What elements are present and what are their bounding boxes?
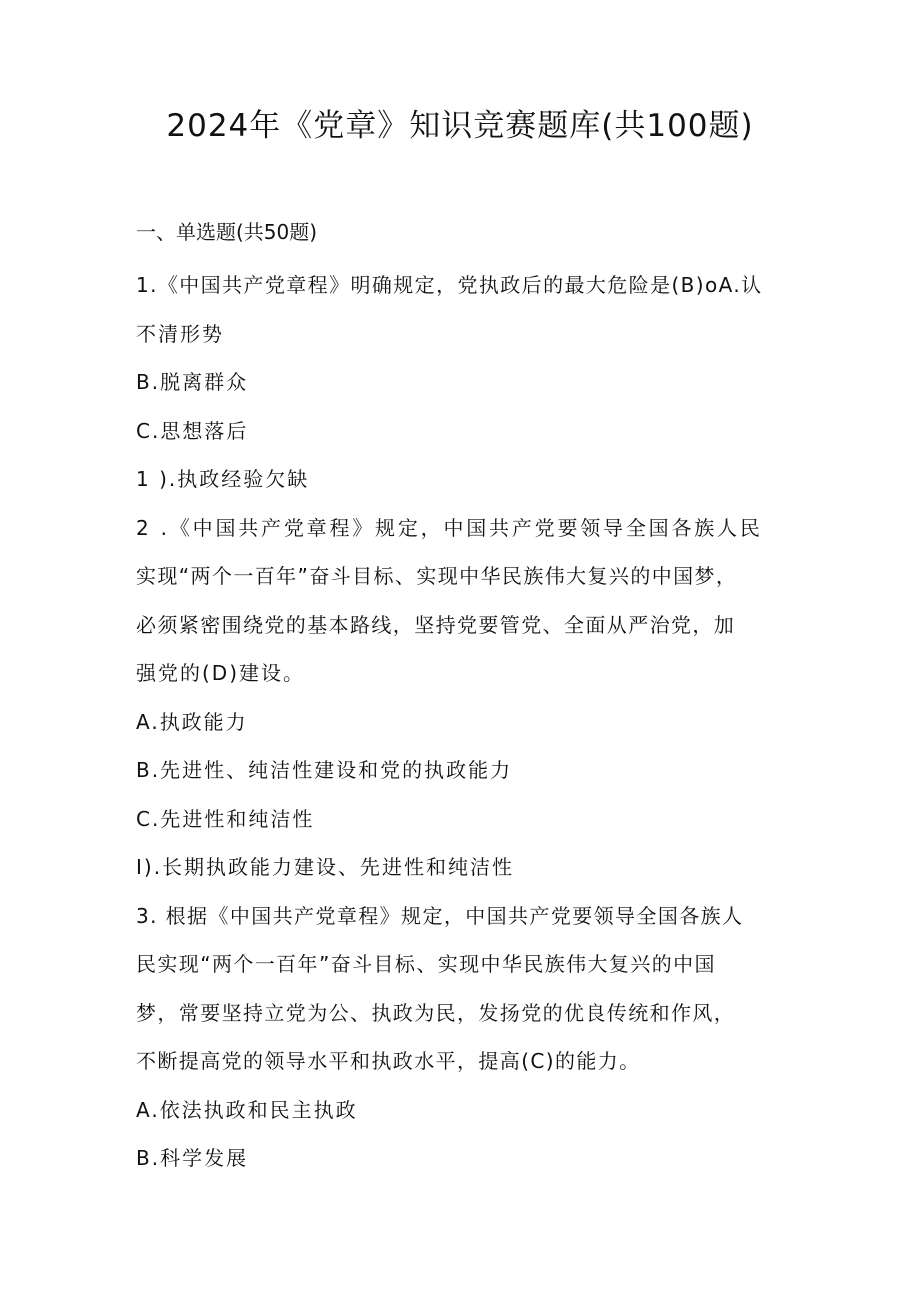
section-heading: 一、单选题(共50题): [136, 220, 318, 244]
text-line: A.执政能力: [136, 709, 248, 734]
text-line: 不清形势: [136, 321, 224, 346]
text-line: B.先进性、纯洁性建设和党的执政能力: [136, 758, 513, 782]
text-line: 梦，常要坚持立党为公、执政为民，发扬党的优良传统和作风，: [136, 1000, 736, 1025]
text-line: 实现“两个一百年”奋斗目标、实现中华民族伟大复兴的中国梦，: [136, 564, 738, 588]
document-title: 2024年《党章》知识竞赛题库(共100题): [166, 108, 754, 144]
text-line: 强党的(D)建设。: [136, 661, 306, 685]
text-line: C.思想落后: [136, 418, 249, 443]
text-line: 必须紧密围绕党的基本路线，坚持党要管党、全面从严治党，加: [136, 612, 736, 637]
question-body: [136, 261, 786, 1183]
text-line: A.依法执政和民主执政: [136, 1097, 358, 1122]
text-line: B.脱离群众: [136, 370, 249, 394]
text-line: 3. 根据《中国共产党章程》规定，中国共产党要领导全国各族人: [136, 903, 744, 928]
text-line: 民实现“两个一百年”奋斗目标、实现中华民族伟大复兴的中国: [136, 952, 716, 976]
text-line: 1 ).执政经验欠缺: [136, 467, 310, 491]
text-line: B.科学发展: [136, 1146, 249, 1170]
text-line: 不断提高党的领导水平和执政水平，提高(C)的能力。: [136, 1049, 641, 1073]
text-line: I).长期执政能力建设、先进性和纯洁性: [136, 855, 515, 879]
text-line: C.先进性和纯洁性: [136, 806, 315, 831]
text-line: 1.《中国共产党章程》明确规定，党执政后的最大危险是(B)oA.认: [136, 273, 763, 297]
text-line: 2 .《中国共产党章程》规定，中国共产党要领导全国各族人民: [136, 515, 763, 540]
